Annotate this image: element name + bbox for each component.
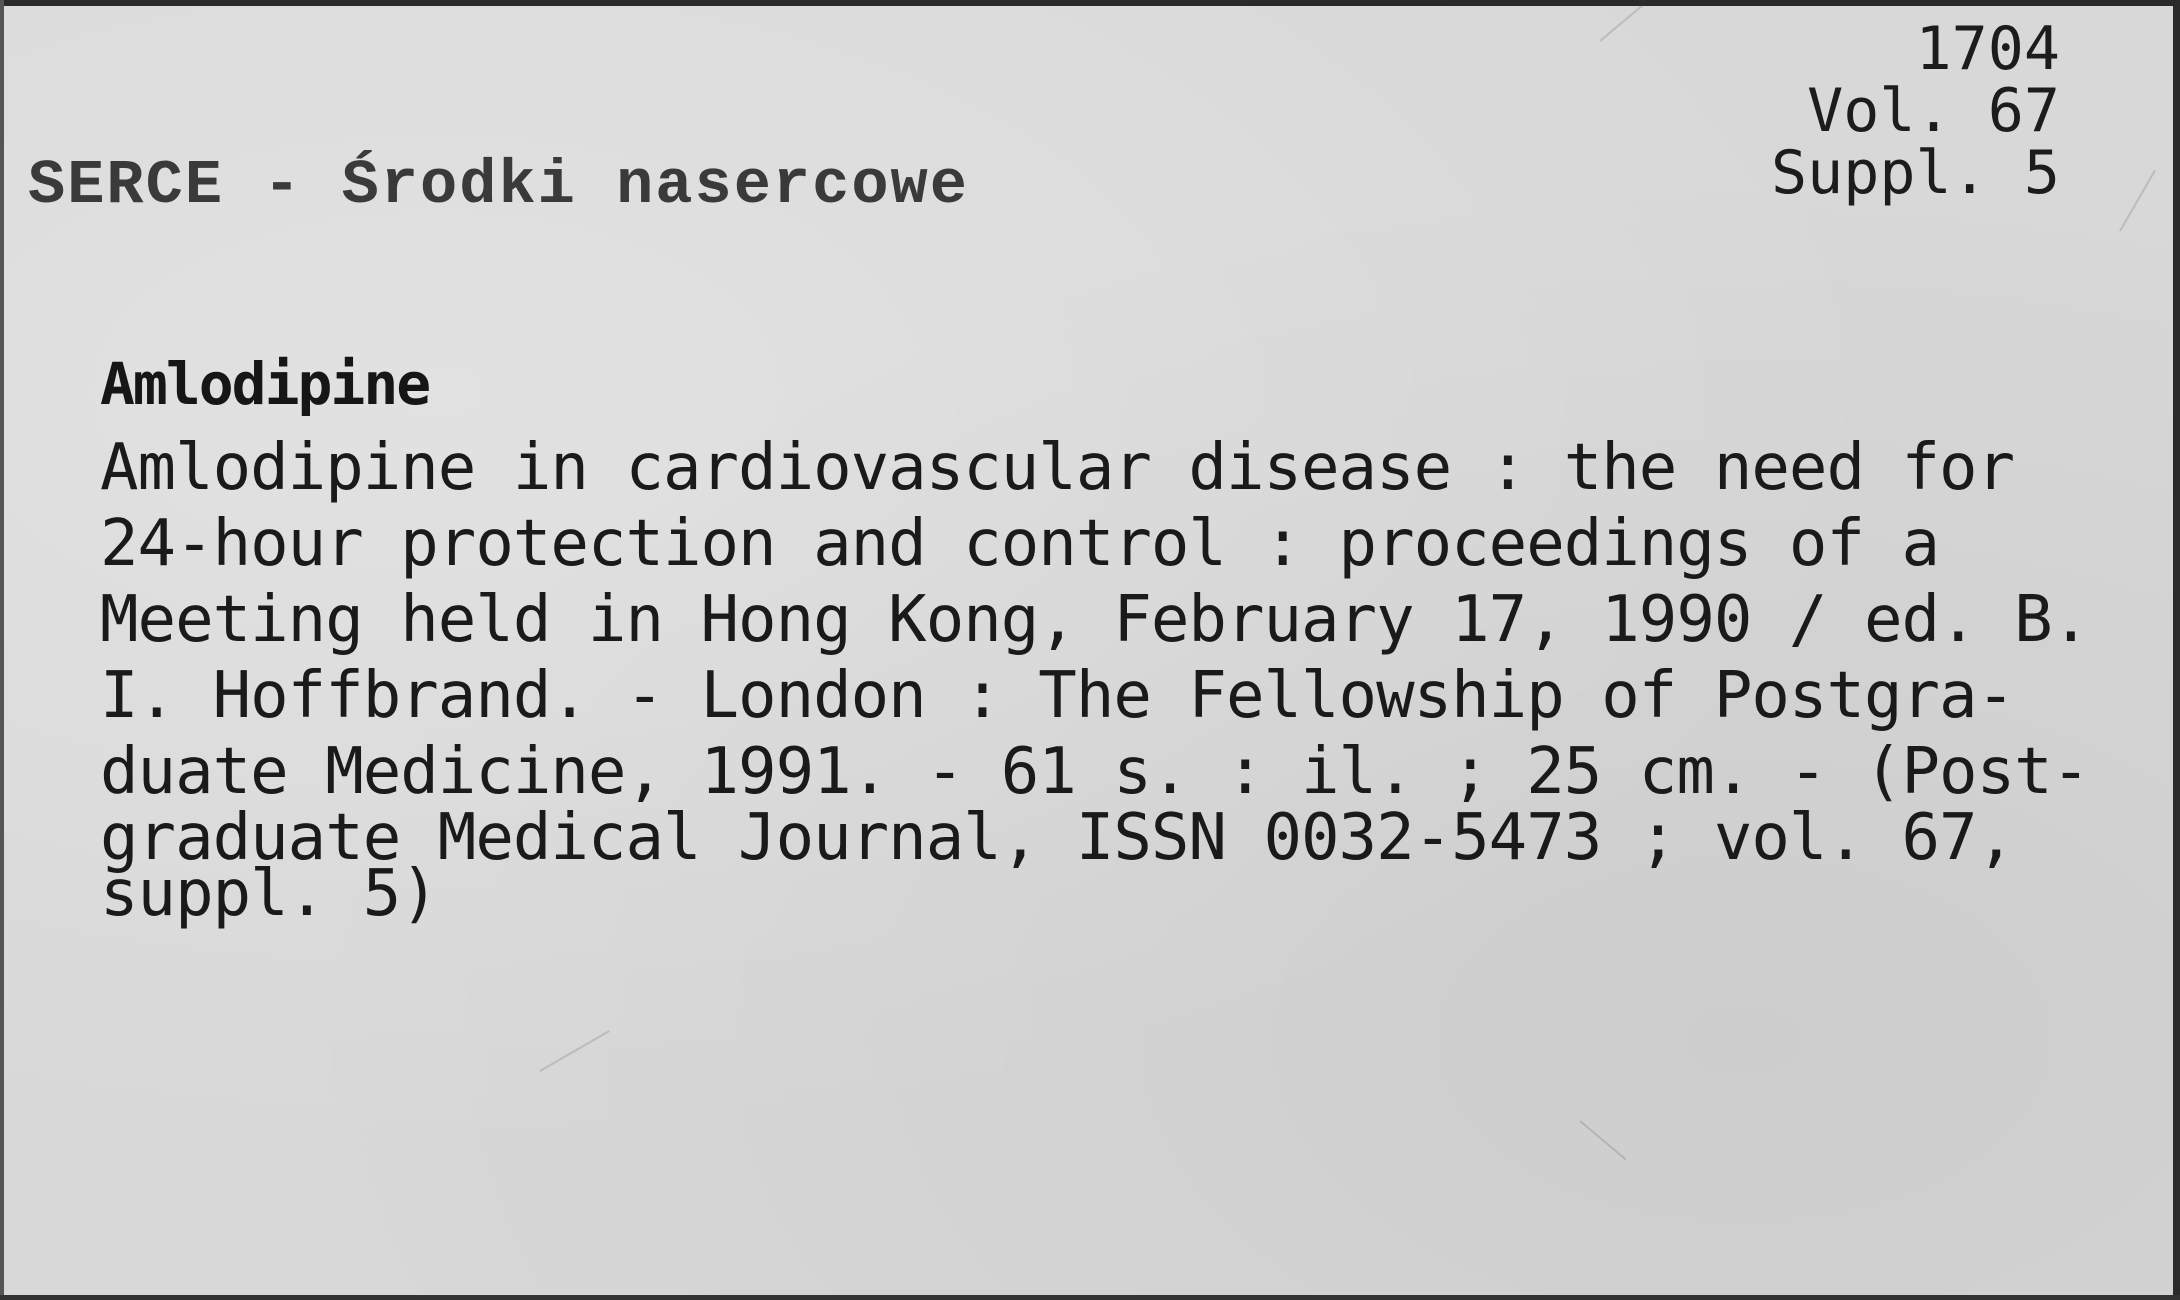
volume-label: Vol. 67 [1807, 76, 2060, 146]
paper-scratch [2119, 170, 2156, 232]
main-entry-heading: Amlodipine [100, 350, 430, 418]
card-edge-right [2173, 0, 2180, 1300]
description-line: Amlodipine in cardiovascular disease : the need for [100, 431, 2015, 505]
description-line: 24-hour protection and control : proceedings of a [100, 507, 1940, 581]
paper-scratch [540, 1030, 610, 1072]
subject-heading: SERCE - Środki nasercowe [28, 150, 969, 221]
description-line: duate Medicine, 1991. - 61 s. : il. ; 25 cm. - (Post- [100, 735, 2090, 809]
card-edge-top [0, 0, 2180, 6]
description-line: I. Hoffbrand. - London : The Fellowship of Postgra- [100, 659, 2015, 733]
supplement-label: Suppl. 5 [1771, 138, 2060, 208]
paper-scratch [1579, 1120, 1626, 1160]
description-line: graduate Medical Journal, ISSN 0032-5473 ; vol. 67, [100, 801, 2015, 875]
paper-scratch [1599, 2, 1646, 42]
call-number-block [1771, 14, 2060, 208]
call-number: 1704 [1915, 14, 2060, 84]
bibliographic-description [100, 430, 2160, 931]
description-line: Meeting held in Hong Kong, February 17, 1990 / ed. B. [100, 583, 2090, 657]
card-edge-left [0, 0, 4, 1300]
card-edge-bottom [0, 1295, 2180, 1300]
description-line: suppl. 5) [100, 857, 438, 931]
